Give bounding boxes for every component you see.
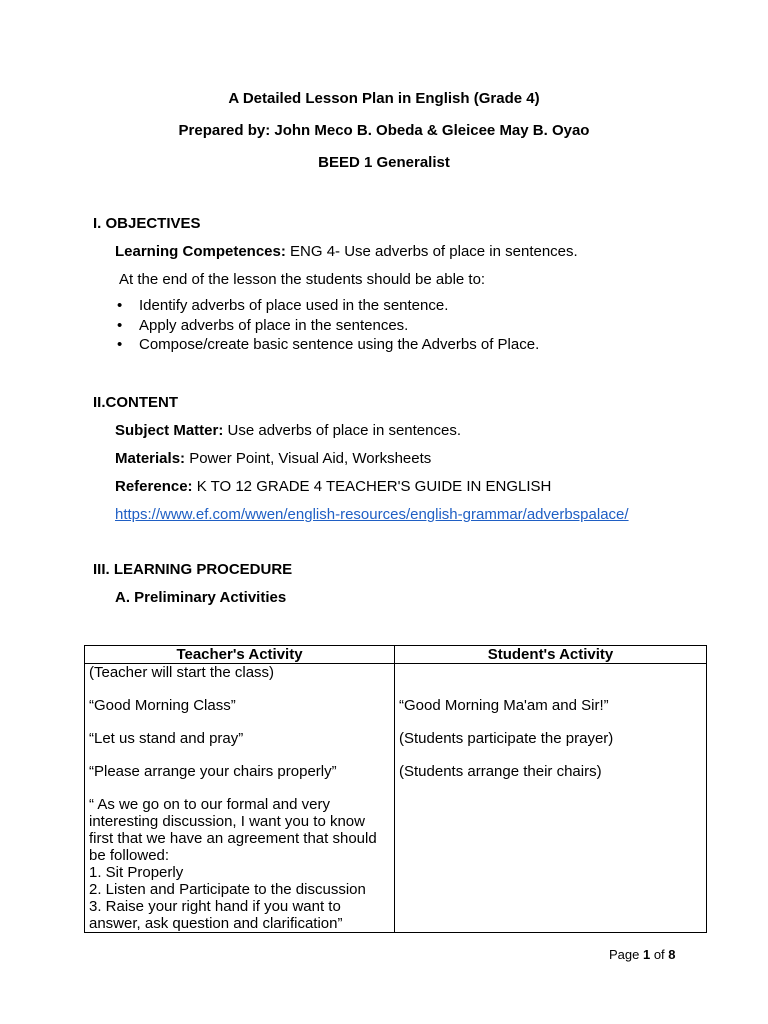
objectives-heading: I. OBJECTIVES <box>93 215 201 232</box>
subject-text: Use adverbs of place in sentences. <box>223 422 461 439</box>
materials-text: Power Point, Visual Aid, Worksheets <box>185 450 432 467</box>
learning-competences <box>115 243 578 260</box>
student-column-header: Student's Activity <box>395 646 707 664</box>
subject-label: Subject Matter: <box>115 422 224 439</box>
reference-label: Reference: <box>115 478 193 495</box>
content-heading: II.CONTENT <box>93 394 178 411</box>
student-activity-cell: “Good Morning Ma'am and Sir!” (Students participate the prayer) (Students arrange their chairs) <box>395 664 707 933</box>
list-item: • Compose/create basic sentence using the Adverbs of Place. <box>115 335 539 355</box>
document-title: A Detailed Lesson Plan in English (Grade 4) <box>228 90 540 107</box>
prepared-by: Prepared by: John Meco B. Obeda & Gleicee May B. Oyao <box>178 122 590 139</box>
objectives-intro: At the end of the lesson the students should be able to: <box>119 271 486 288</box>
reference-text: K TO 12 GRADE 4 TEACHER'S GUIDE IN ENGLISH <box>192 478 552 495</box>
page-total: 8 <box>668 947 676 962</box>
reference-link[interactable]: https://www.ef.com/wwen/english-resources/english-grammar/adverbspalace/ <box>115 506 629 523</box>
subject-matter <box>115 422 461 439</box>
reference <box>115 478 551 495</box>
objectives-list <box>115 296 539 355</box>
page-footer: Page 1 of 8 <box>609 947 676 962</box>
table-header-row <box>85 646 707 664</box>
competence-label: Learning Competences: <box>115 243 286 260</box>
course-label: BEED 1 Generalist <box>318 154 450 171</box>
competence-text: ENG 4- Use adverbs of place in sentences. <box>285 243 578 260</box>
preliminary-subheading: A. Preliminary Activities <box>115 589 287 606</box>
activity-table <box>84 645 707 933</box>
teacher-activity-cell: (Teacher will start the class) “Good Morning Class” “Let us stand and pray” “Please arrange your chairs properly” “ As we go on to our formal and very interesting discussion, I want you to know first that we have an agreement that should be followed: 1. Sit Properly 2. Listen and Participate to the discussion 3. Raise your right hand if you want to answer, ask question and clarification” <box>85 664 395 933</box>
teacher-column-header: Teacher's Activity <box>85 646 395 664</box>
materials <box>115 450 431 467</box>
list-item: • Identify adverbs of place used in the sentence. <box>115 296 539 316</box>
list-item: • Apply adverbs of place in the sentences. <box>115 316 539 336</box>
table-row <box>85 664 707 933</box>
page-number: 1 <box>642 947 651 962</box>
procedure-heading: III. LEARNING PROCEDURE <box>93 561 293 578</box>
materials-label: Materials: <box>115 450 186 467</box>
